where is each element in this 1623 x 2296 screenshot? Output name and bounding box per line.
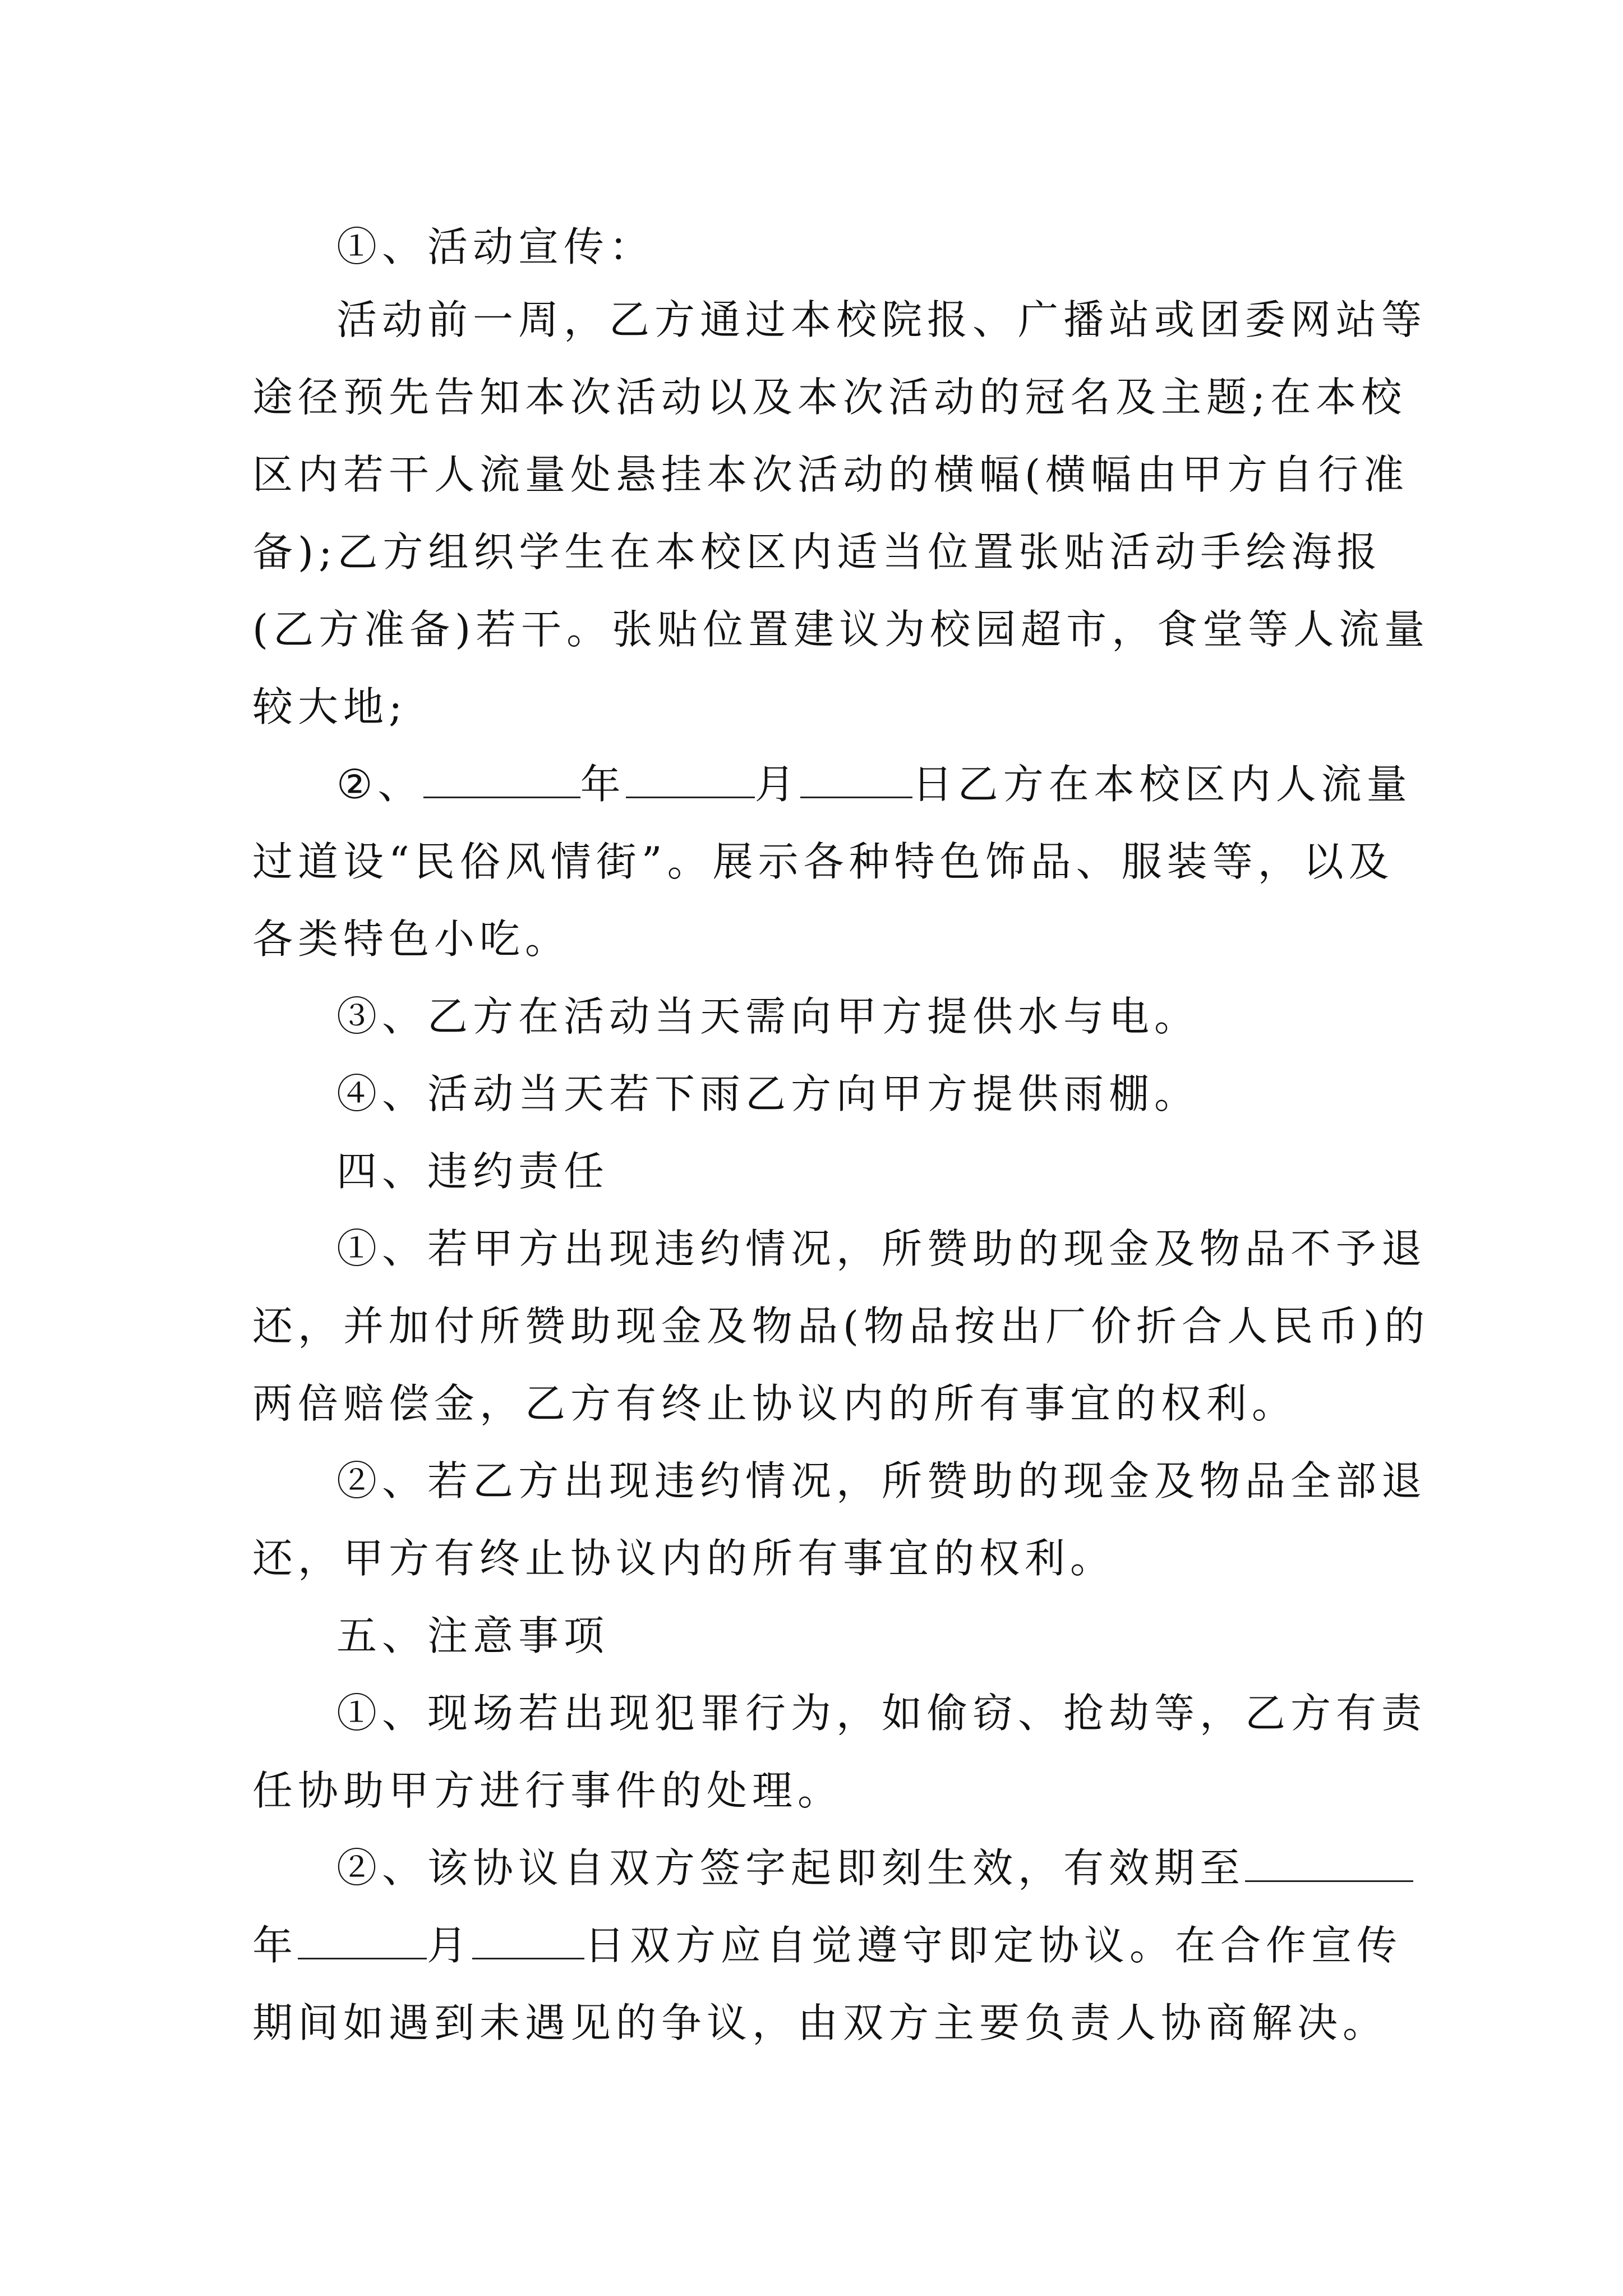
- validity-line: [336, 1840, 1413, 1896]
- text-line: 较大地;: [252, 683, 408, 730]
- day-blank: [472, 1918, 584, 1959]
- text-fragment: ②、: [336, 761, 423, 808]
- section-heading: 五、注意事项: [336, 1612, 610, 1659]
- text-fragment: ②、该协议自双方签字起即刻生效，有效期至: [336, 1844, 1246, 1892]
- text-line: ③、乙方在活动当天需向甲方提供水与电。: [336, 993, 1200, 1040]
- text-line: 还，甲方有终止协议内的所有事宜的权利。: [252, 1535, 1116, 1582]
- text-line: 区内若干人流量处悬挂本次活动的横幅(横幅由甲方自行准: [252, 451, 1409, 498]
- text-fragment: 日双方应自觉遵守即定协议。在合作宣传: [584, 1922, 1403, 1969]
- text-line: 过道设“民俗风情街”。展示各种特色饰品、服装等，以及: [252, 838, 1394, 885]
- text-line: 期间如遇到未遇见的争议，由双方主要负责人协商解决。: [252, 1999, 1389, 2046]
- text-fragment: 日乙方在本校区内人流量: [912, 761, 1412, 808]
- text-line: 还，并加付所赞助现金及物品(物品按出厂价折合人民币)的: [252, 1303, 1430, 1350]
- text-line: 两倍赔偿金，乙方有终止协议内的所有事宜的权利。: [252, 1380, 1298, 1427]
- text-line: 各类特色小吃。: [252, 915, 571, 963]
- text-line: 活动前一周，乙方通过本校院报、广播站或团委网站等: [336, 296, 1427, 343]
- date-line: [252, 1917, 1402, 1973]
- text-line: ④、活动当天若下雨乙方向甲方提供雨棚。: [336, 1070, 1200, 1117]
- text-fragment: 月: [754, 761, 800, 808]
- section-heading: 四、违约责任: [336, 1148, 610, 1195]
- day-blank: [800, 757, 912, 798]
- text-fragment: 年: [580, 761, 626, 808]
- year-blank: [423, 757, 580, 798]
- text-line: 备);乙方组织学生在本校区内适当位置张贴活动手绘海报: [252, 528, 1382, 576]
- text-line: (乙方准备)若干。张贴位置建议为校园超市，食堂等人流量: [252, 606, 1430, 653]
- text-line: 途径预先告知本次活动以及本次活动的冠名及主题;在本校: [252, 374, 1407, 421]
- text-line: ②、若乙方出现违约情况，所赞助的现金及物品全部退: [336, 1457, 1427, 1504]
- text-line: ①、若甲方出现违约情况，所赞助的现金及物品不予退: [336, 1225, 1427, 1272]
- text-fragment: 月: [427, 1922, 473, 1969]
- year-blank: [1245, 1841, 1413, 1882]
- text-line: ①、现场若出现犯罪行为，如偷窃、抢劫等，乙方有责: [336, 1690, 1427, 1737]
- month-blank: [298, 1918, 427, 1959]
- text-line: ①、活动宣传：: [336, 223, 655, 270]
- text-line: 任协助甲方进行事件的处理。: [252, 1767, 843, 1814]
- text-fragment: 年: [252, 1922, 298, 1969]
- month-blank: [626, 757, 755, 798]
- date-line: [336, 756, 1412, 812]
